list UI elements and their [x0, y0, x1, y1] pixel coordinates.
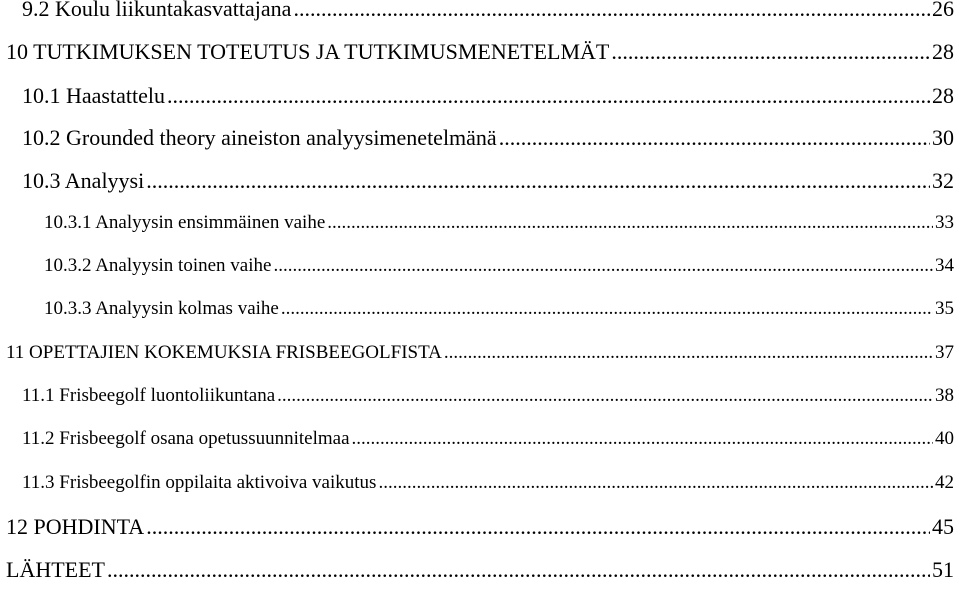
toc-entry-10[interactable] — [0, 39, 954, 69]
toc-entry-page: 38 — [935, 385, 954, 406]
toc-entry-title: 10.2 Grounded theory aineiston analyysimenetelmänä — [22, 125, 497, 150]
toc-entry-title: 10.1 Haastattelu — [22, 83, 165, 108]
toc-dot-leader — [107, 557, 930, 583]
toc-entry-11-2[interactable] — [0, 428, 954, 458]
toc-entry-11-3[interactable] — [0, 472, 954, 502]
toc-dot-leader — [293, 0, 930, 22]
toc-entry-title: 10 TUTKIMUKSEN TOTEUTUS JA TUTKIMUSMENETELMÄT — [6, 39, 610, 64]
toc-entry-10-3[interactable] — [0, 168, 954, 198]
toc-entry-9-2[interactable] — [0, 0, 954, 26]
toc-entry-page: 26 — [932, 0, 954, 21]
toc-dot-leader — [146, 514, 930, 540]
toc-entry-10-3-1[interactable] — [0, 212, 954, 242]
toc-entry-page: 30 — [932, 125, 954, 150]
toc-entry-page: 51 — [932, 557, 954, 582]
toc-entry-page: 42 — [935, 472, 954, 493]
toc-entry-lahteet[interactable] — [0, 557, 954, 587]
toc-dot-leader — [352, 428, 933, 450]
toc-entry-page: 45 — [932, 514, 954, 539]
toc-entry-page: 40 — [935, 428, 954, 449]
toc-entry-title: 11.3 Frisbeegolfin oppilaita aktivoiva vaikutus — [22, 472, 377, 493]
toc-dot-leader — [281, 298, 933, 320]
toc-entry-11[interactable] — [0, 342, 954, 372]
toc-dot-leader — [444, 342, 933, 364]
toc-dot-leader — [378, 472, 933, 494]
toc-entry-10-2[interactable] — [0, 125, 954, 155]
toc-entry-12[interactable] — [0, 514, 954, 544]
toc-entry-title: LÄHTEET — [6, 557, 105, 582]
toc-entry-page: 33 — [935, 212, 954, 233]
toc-entry-title: 11.1 Frisbeegolf luontoliikuntana — [22, 385, 276, 406]
toc-entry-title: 10.3.2 Analyysin toinen vaihe — [44, 255, 272, 276]
toc-entry-page: 35 — [935, 298, 954, 319]
toc-dot-leader — [167, 83, 930, 109]
toc-dot-leader — [611, 39, 930, 65]
toc-entry-page: 34 — [935, 255, 954, 276]
toc-entry-11-1[interactable] — [0, 385, 954, 415]
toc-entry-title: 10.3.1 Analyysin ensimmäinen vaihe — [44, 212, 326, 233]
toc-entry-title: 9.2 Koulu liikuntakasvattajana — [22, 0, 292, 21]
toc-dot-leader — [499, 125, 930, 151]
toc-entry-title: 11 OPETTAJIEN KOKEMUKSIA FRISBEEGOLFISTA — [6, 342, 442, 363]
toc-entry-title: 10.3.3 Analyysin kolmas vaihe — [44, 298, 279, 319]
toc-entry-title: 12 POHDINTA — [6, 514, 145, 539]
toc-dot-leader — [146, 168, 930, 194]
toc-dot-leader — [273, 255, 933, 277]
toc-entry-page: 28 — [932, 39, 954, 64]
toc-entry-10-3-2[interactable] — [0, 255, 954, 285]
toc-entry-page: 37 — [935, 342, 954, 363]
toc-dot-leader — [327, 212, 933, 234]
toc-entry-page: 32 — [932, 168, 954, 193]
toc-entry-10-3-3[interactable] — [0, 298, 954, 328]
toc-entry-title: 11.2 Frisbeegolf osana opetussuunnitelmaa — [22, 428, 350, 449]
toc-entry-title: 10.3 Analyysi — [22, 168, 145, 193]
toc-entry-page: 28 — [932, 83, 954, 108]
toc-dot-leader — [277, 385, 933, 407]
toc-entry-10-1[interactable] — [0, 83, 954, 113]
